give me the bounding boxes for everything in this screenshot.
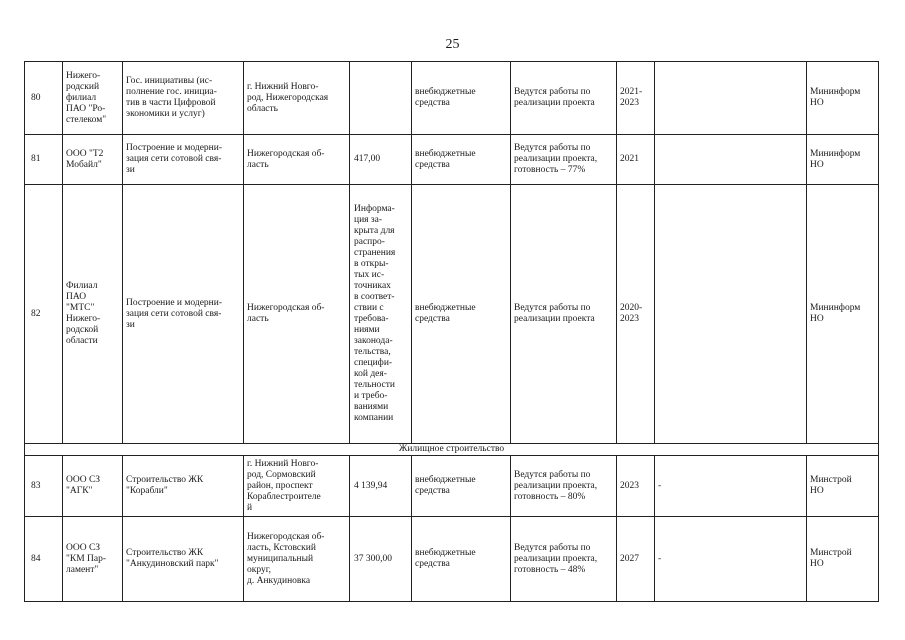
cell-text-line: ласть, Кстовский [247,542,316,553]
cell-text-line: полнение гос. инициа- [126,87,217,97]
project-cell [123,185,244,444]
cell-text-line: распро- [354,237,385,247]
row-number-cell: 83 [25,456,63,517]
cell-text-line: Построение и модерни- [126,297,223,308]
project-cell [123,456,244,517]
amount-cell [350,185,412,444]
cell-text-line: внебюджетные [415,475,476,485]
cell-text-line: крыта для [354,226,395,236]
row-number-cell: 80 [25,62,63,135]
cell-text-line: ласть [247,159,269,170]
cell-text-line: средства [415,98,450,108]
organization-cell [63,456,123,517]
cell-text-line: Нижегородская об- [247,148,325,159]
cell-text-line: Строительство ЖК [126,548,204,558]
note-cell [655,62,807,135]
cell-text-line: Ведутся работы по [514,542,591,553]
table-row [25,135,879,185]
status-cell [511,456,617,517]
cell-text-line: 4 139,94 [354,480,388,491]
funding-cell [412,517,511,602]
cell-text-line: Нижегородская об- [247,303,325,313]
page-number: 25 [445,37,460,52]
cell-text-line: г. Нижний Новго- [247,81,319,92]
cell-text-line: район, проспект [247,480,313,491]
cell-text-line: Ведутся работы по [514,87,591,97]
cell-text-line: "МТС" [66,303,95,313]
cell-text-line: филиал [66,92,97,103]
cell-text-line: зи [126,319,135,330]
responsible-cell [807,517,879,602]
cell-text-line: кой дея- [354,369,387,379]
cell-text-line: Информа- [354,204,395,214]
cell-text-line: Нижего- [66,314,101,324]
years-cell [617,456,655,517]
cell-text-line: область [247,103,279,114]
cell-text-line: 2021- [620,87,643,97]
years-cell [617,135,655,185]
status-cell [511,185,617,444]
cell-text-line: средства [415,559,450,569]
cell-text-line: 37 300,00 [354,553,392,564]
row-number-cell: 82 [25,185,63,444]
cell-text-line: 2023 [620,98,639,108]
funding-cell [412,135,511,185]
cell-text-line: 2027 [620,553,639,564]
responsible-cell [807,185,879,444]
cell-text-line: реализации проекта [514,314,595,324]
cell-text-line: ООО СЗ [66,542,101,553]
cell-text-line: Минстрой [810,475,852,485]
organization-cell [63,135,123,185]
table-row [25,456,879,517]
location-cell [244,62,350,135]
status-cell [511,62,617,135]
cell-text-line: ООО "Т2 [66,148,104,159]
organization-cell [63,185,123,444]
cell-text-line: Строительство ЖК [126,475,204,485]
cell-text-line: реализации проекта, [514,154,598,164]
funding-cell [412,456,511,517]
cell-text-line: г. Нижний Новго- [247,458,319,469]
section-row [25,444,879,456]
cell-text-line: Кораблестроителе [247,491,321,502]
cell-text-line: в откры- [354,259,389,269]
cell-text-line: тых ис- [354,270,385,280]
responsible-cell [807,135,879,185]
cell-text-line: специфи- [354,358,393,368]
cell-text-line: Филиал [66,281,98,291]
organization-cell [63,517,123,602]
projects-table [24,61,879,602]
location-cell [244,135,350,185]
cell-text-line: род, Нижегородская [247,92,329,103]
location-cell [244,185,350,444]
cell-text-line: й [247,502,253,513]
cell-text-line: "КМ Пар- [66,553,107,564]
cell-text-line: странения [354,248,396,258]
cell-text-line: ламент" [66,564,99,575]
cell-text-line: ПАО "Ро- [66,103,106,114]
funding-cell [412,185,511,444]
cell-text-line: Ведутся работы по [514,303,591,313]
cell-text-line: ООО СЗ [66,475,101,485]
cell-text-line: стелеком" [66,114,107,125]
organization-cell [63,62,123,135]
cell-text-line: области [66,336,98,346]
note-cell [655,517,807,602]
location-cell [244,456,350,517]
cell-text-line: 2021 [620,154,639,164]
cell-text-line: "Корабли" [126,486,168,496]
amount-cell [350,456,412,517]
cell-text-line: Мининформ [810,148,861,159]
years-cell [617,62,655,135]
amount-cell [350,135,412,185]
cell-text-line: тив в части Цифровой [126,98,216,108]
cell-text-line: зация сети сотовой свя- [126,308,222,319]
cell-text-line: тельства, [354,347,391,357]
cell-text-line: требова- [354,314,389,324]
cell-text-line: Ведутся работы по [514,469,591,480]
cell-text-line: зация сети сотовой свя- [126,154,222,164]
cell-text-line: 417,00 [354,154,381,164]
cell-text-line: зи [126,165,135,175]
status-cell [511,135,617,185]
cell-text-line: в соответ- [354,292,395,302]
cell-text-line: Построение и модерни- [126,143,223,153]
cell-text-line: реализации проекта, [514,480,598,491]
note-cell [655,185,807,444]
cell-text-line: Мобайл" [66,159,102,170]
project-cell [123,62,244,135]
amount-cell [350,517,412,602]
cell-text-line: экономики и услуг) [126,109,205,119]
cell-text-line: ласть [247,314,269,324]
project-cell [123,135,244,185]
table-row [25,62,879,135]
cell-text-line: Нижегородская об- [247,531,325,542]
cell-text-line: законода- [354,336,393,346]
years-cell [617,517,655,602]
cell-text-line: ПАО [66,292,87,302]
cell-text-line: средства [415,314,450,324]
cell-text-line: внебюджетные [415,548,476,558]
cell-text-line: ствии с [354,303,384,313]
cell-text-line: внебюджетные [415,303,476,313]
cell-text-line: ваниями [354,402,389,412]
project-cell [123,517,244,602]
cell-text-line: Мининформ [810,303,861,313]
cell-text-line: д. Анкудиновка [247,575,311,586]
cell-text-line: - [658,553,662,564]
cell-text-line: ция за- [354,215,383,225]
funding-cell [412,62,511,135]
years-cell [617,185,655,444]
cell-text-line: НО [810,559,824,569]
cell-text-line: готовность – 80% [514,491,586,502]
cell-text-line: ниями [354,325,380,335]
cell-text-line: Нижего- [66,70,101,81]
cell-text-line: округ, [247,564,271,575]
cell-text-line: готовность – 48% [514,564,586,575]
cell-text-line: 2023 [620,480,639,491]
cell-text-line: "Анкудиновский парк" [126,559,219,569]
cell-text-line: средства [415,159,450,170]
cell-text-line: НО [810,314,824,324]
cell-text-line: Ведутся работы по [514,143,591,153]
cell-text-line: внебюджетные [415,148,476,159]
cell-text-line: НО [810,98,824,108]
table-row [25,185,879,444]
cell-text-line: Мининформ [810,87,861,97]
responsible-cell [807,62,879,135]
note-cell [655,135,807,185]
table-row [25,517,879,602]
cell-text-line: средства [415,486,450,496]
cell-text-line: и требо- [354,391,388,401]
cell-text-line: компании [354,413,394,423]
cell-text-line: реализации проекта, [514,553,598,564]
cell-text-line: - [658,480,662,491]
cell-text-line: НО [810,486,824,496]
cell-text-line: реализации проекта [514,98,595,108]
cell-text-line: Гос. инициативы (ис- [126,76,213,86]
section-heading: Жилищное строительство [25,444,879,456]
cell-text-line: Минстрой [810,548,852,558]
cell-text-line: НО [810,159,824,170]
cell-text-line: внебюджетные [415,87,476,97]
row-number-cell: 84 [25,517,63,602]
responsible-cell [807,456,879,517]
amount-cell [350,62,412,135]
cell-text-line: "АГК" [66,486,93,496]
row-number-cell: 81 [25,135,63,185]
note-cell [655,456,807,517]
cell-text-line: 2020- [620,303,643,313]
cell-text-line: род, Сормовский [247,469,316,480]
cell-text-line: родской [66,325,99,335]
cell-text-line: готовность – 77% [514,165,586,175]
status-cell [511,517,617,602]
cell-text-line: тельности [354,380,395,390]
cell-text-line: точниках [354,281,391,291]
cell-text-line: муниципальный [247,553,314,564]
cell-text-line: 2023 [620,314,639,324]
location-cell [244,517,350,602]
cell-text-line: родский [66,81,100,92]
